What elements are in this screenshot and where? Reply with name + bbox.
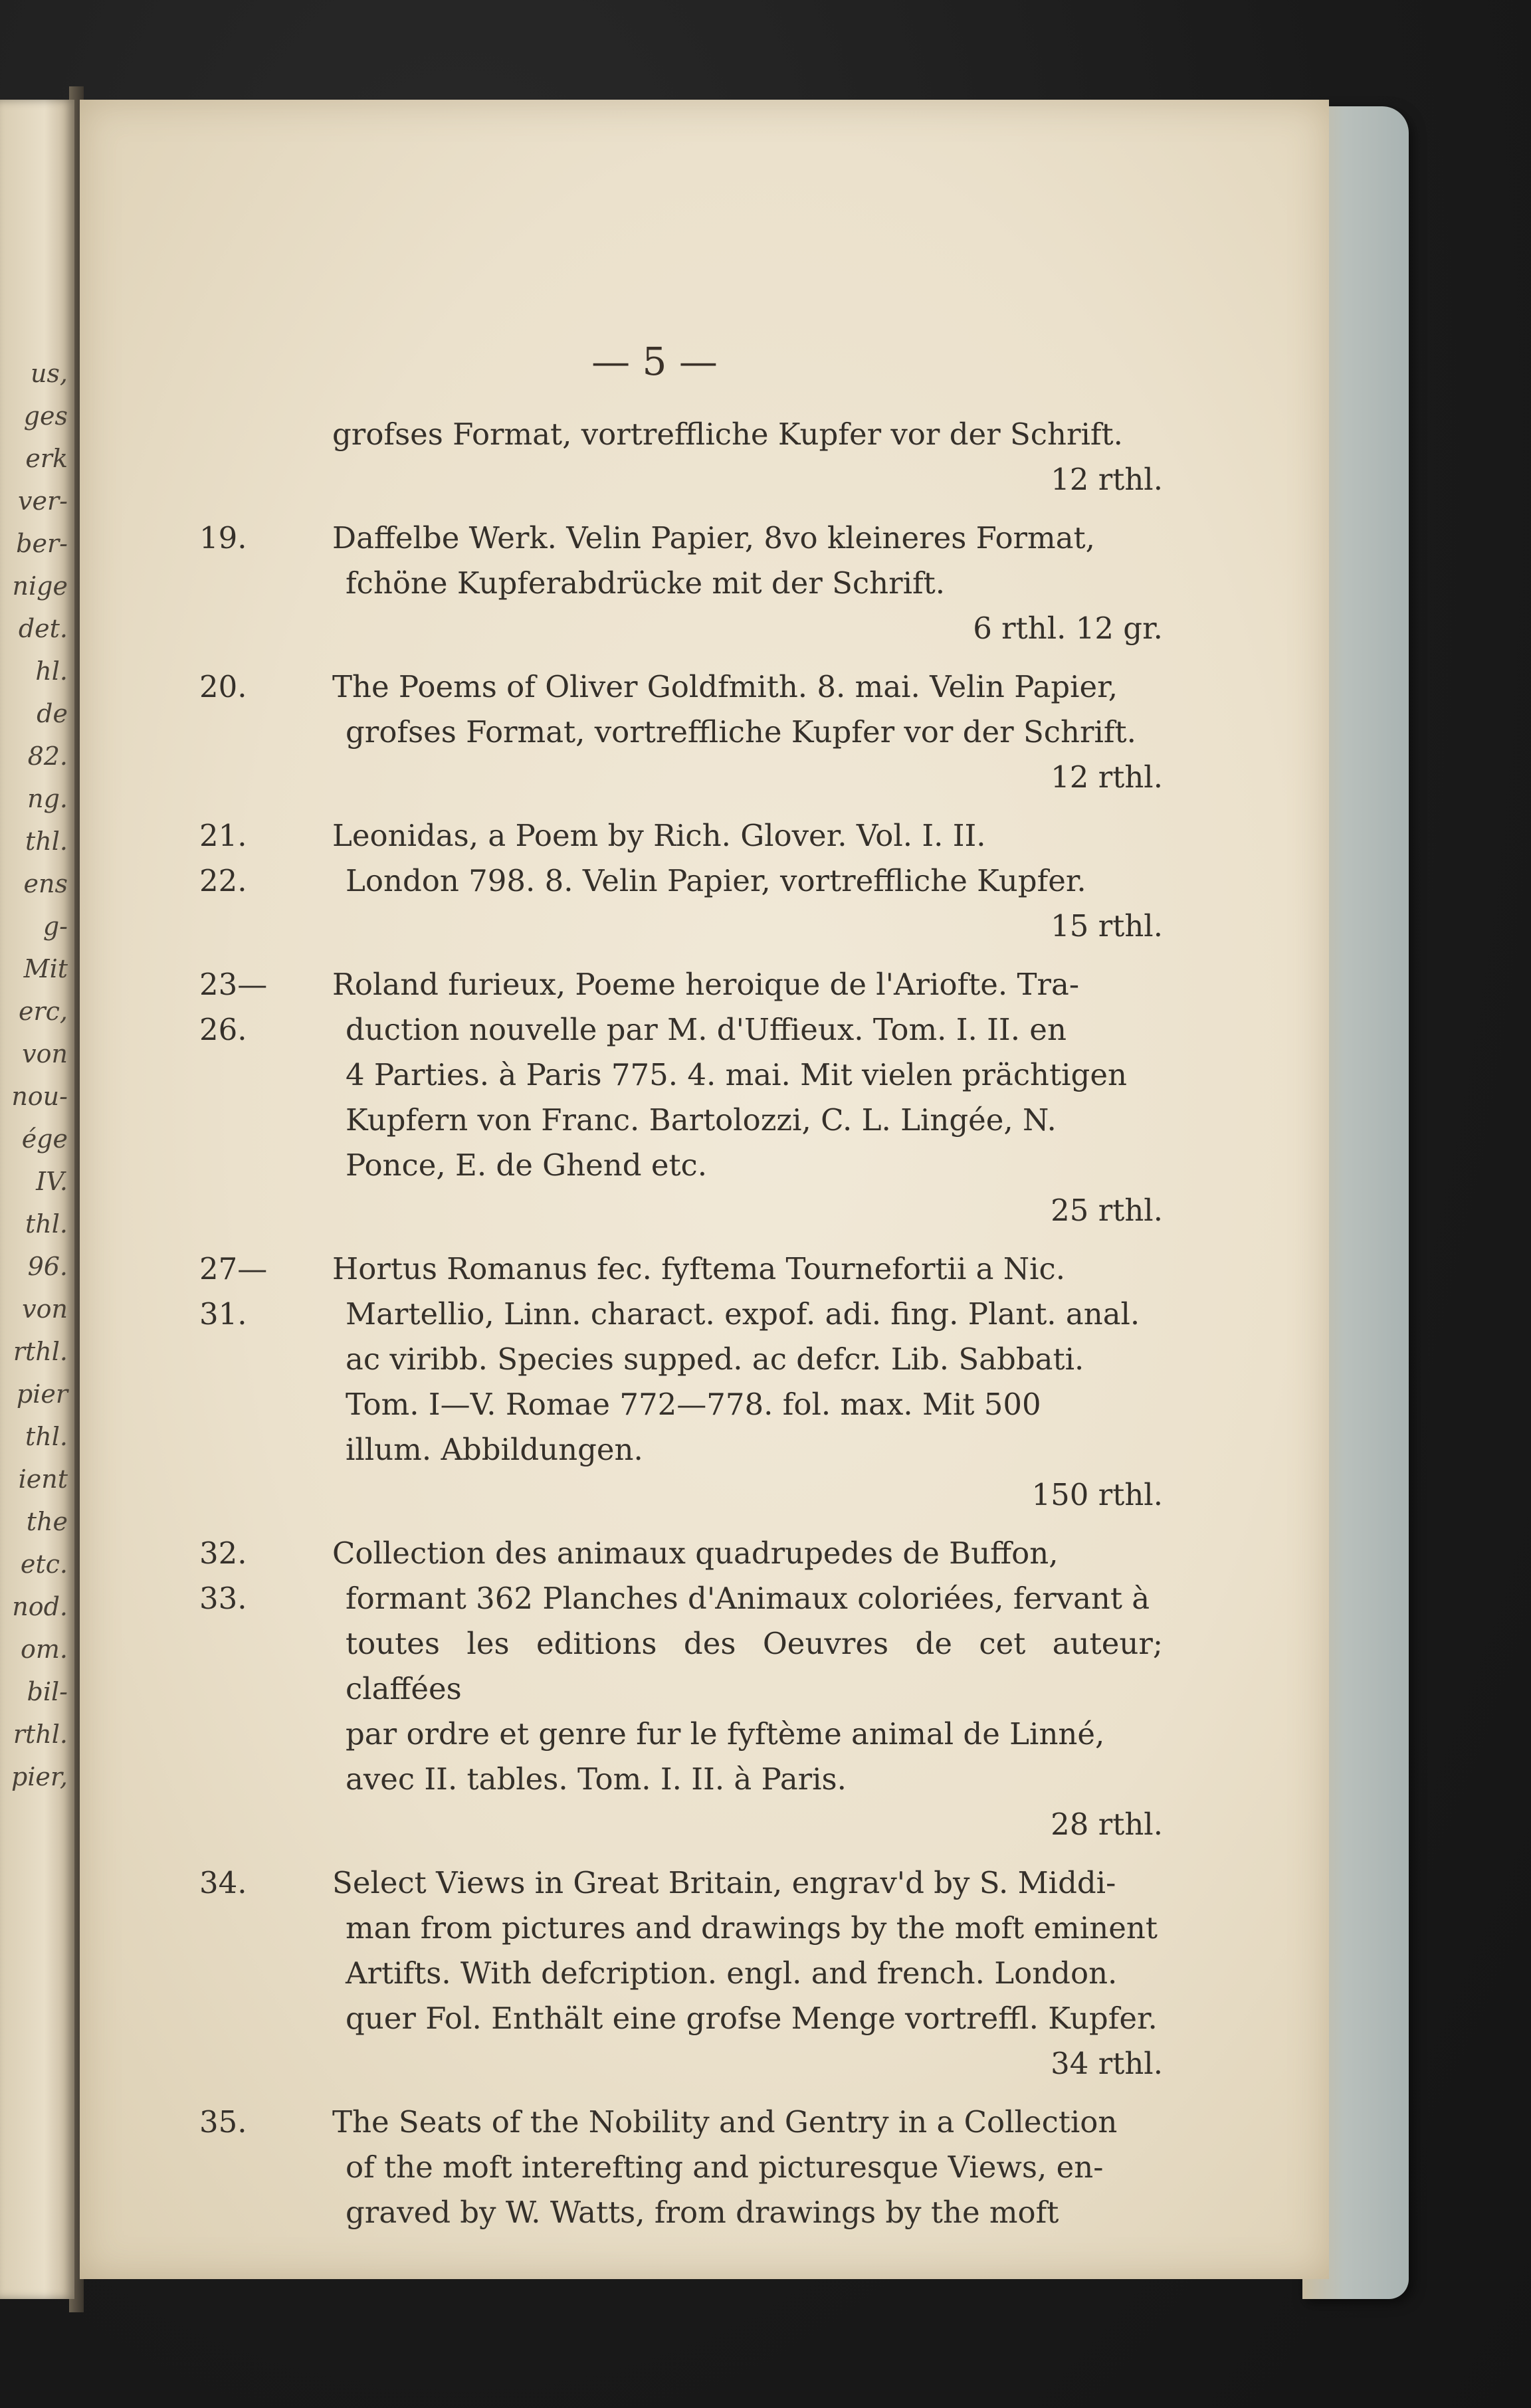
book-page xyxy=(80,100,1329,2279)
entry-line: Ponce, E. de Ghend etc. xyxy=(346,1148,708,1183)
previous-page-fragment: ens xyxy=(23,869,68,898)
entry-line: duction nouvelle par M. d'Uffieux. Tom. I. II. en xyxy=(346,1012,1067,1047)
entry-line: London 798. 8. Velin Papier, vortreffliche Kupfer. xyxy=(346,863,1086,898)
entry-line: Leonidas, a Poem by Rich. Glover. Vol. I. II. xyxy=(332,818,986,853)
entry-text xyxy=(279,664,1163,755)
previous-page-fragment: IV. xyxy=(36,1167,68,1196)
catalogue-entry xyxy=(199,2100,1163,2235)
page-number: — 5 — xyxy=(591,339,718,384)
previous-page-fragment: 82. xyxy=(27,742,68,771)
previous-page-fragment: ége xyxy=(21,1124,68,1154)
entry-price: 12 rthl. xyxy=(1051,759,1163,795)
previous-page-fragment: ient xyxy=(18,1464,68,1494)
previous-page-fragment: ber- xyxy=(16,529,68,558)
entry-line: grofses Format, vortreffliche Kupfer vor der Schrift. xyxy=(346,714,1136,750)
entry-line: toutes les editions des Oeuvres de cet auteur; claffées xyxy=(346,1626,1163,1706)
entry-price: 25 rthl. xyxy=(1051,1193,1163,1228)
entry-number: 20. xyxy=(199,669,247,704)
entry-text xyxy=(279,962,1163,1188)
previous-page-fragment: pier xyxy=(16,1379,68,1409)
catalogue-entry xyxy=(199,1860,1163,2086)
previous-page-fragment: pier, xyxy=(11,1762,68,1791)
previous-page-fragment: rthl. xyxy=(13,1720,68,1749)
entry-line: Kupfern von Franc. Bartolozzi, C. L. Lingée, N. xyxy=(346,1102,1057,1138)
previous-page-fragment: ges xyxy=(23,401,68,431)
entry-text xyxy=(279,1531,1163,1802)
catalogue-entry xyxy=(199,1247,1163,1518)
previous-page-fragment: ng. xyxy=(27,784,68,813)
entry-price: 28 rthl. xyxy=(1051,1807,1163,1842)
previous-page-fragment: Mit xyxy=(23,954,68,983)
entry-number: 23—26. xyxy=(199,967,268,1047)
entry-list xyxy=(199,516,1163,2235)
continuation-text: grofses Format, vortreffliche Kupfer vor der Schrift. xyxy=(332,417,1123,452)
entry-line: avec II. tables. Tom. I. II. à Paris. xyxy=(346,1761,847,1797)
previous-page-fragment: von xyxy=(22,1039,68,1068)
entry-line: fchöne Kupferabdrücke mit der Schrift. xyxy=(346,565,946,601)
previous-page-fragment: us, xyxy=(30,359,68,388)
previous-page-fragment: de xyxy=(37,699,68,728)
entry-line: The Seats of the Nobility and Gentry in a Collection xyxy=(332,2104,1118,2140)
entry-text xyxy=(279,1247,1163,1472)
previous-page-fragment: hl. xyxy=(35,656,68,686)
entry-line: Martellio, Linn. charact. expof. adi. fing. Plant. anal. xyxy=(346,1296,1140,1332)
previous-page-fragment: ver- xyxy=(18,486,68,516)
previous-page-fragment: erk xyxy=(25,444,68,473)
entry-line: Hortus Romanus fec. fyftema Tournefortii a Nic. xyxy=(332,1251,1066,1286)
entry-line: Select Views in Great Britain, engrav'd by S. Middi- xyxy=(332,1865,1116,1900)
previous-page-fragment: etc. xyxy=(20,1550,68,1579)
entry-line: graved by W. Watts, from drawings by the moft xyxy=(346,2195,1059,2230)
entry-line: of the moft interefting and picturesque Views, en- xyxy=(346,2150,1104,2185)
catalogue-entry xyxy=(199,962,1163,1233)
entry-number: 19. xyxy=(199,520,247,555)
previous-page-fragment: the xyxy=(26,1507,68,1536)
entry-line: 4 Parties. à Paris 775. 4. mai. Mit vielen prächtigen xyxy=(346,1057,1127,1092)
previous-page-fragment: erc, xyxy=(18,997,68,1026)
entry-number: 32. 33. xyxy=(199,1536,247,1616)
previous-page-fragment: thl. xyxy=(25,1209,68,1239)
previous-page-fragment: om. xyxy=(21,1635,68,1664)
previous-page-fragment: nou- xyxy=(11,1082,68,1111)
catalogue-content xyxy=(199,412,1163,2249)
entry-line: illum. Abbildungen. xyxy=(346,1432,643,1467)
previous-page-fragment: bil- xyxy=(27,1677,68,1706)
entry-line: Daffelbe Werk. Velin Papier, 8vo kleineres Format, xyxy=(332,520,1095,555)
entry-line: Artifts. With defcription. engl. and french. London. xyxy=(346,1956,1118,1991)
entry-number: 34. xyxy=(199,1865,247,1900)
previous-page-fragment: thl. xyxy=(25,1422,68,1451)
previous-page-fragment: g- xyxy=(43,912,68,941)
entry-price: 15 rthl. xyxy=(1051,908,1163,944)
previous-page-fragment: thl. xyxy=(25,827,68,856)
catalogue-entry xyxy=(199,664,1163,800)
continuation-price: 12 rthl. xyxy=(1051,462,1163,497)
catalogue-entry xyxy=(199,516,1163,651)
previous-page-fragment: nod. xyxy=(12,1592,68,1621)
entry-text xyxy=(279,813,1163,904)
entry-line: Roland furieux, Poeme heroique de l'Ariofte. Tra- xyxy=(332,967,1080,1002)
entry-line: quer Fol. Enthält eine grofse Menge vortreffl. Kupfer. xyxy=(346,2001,1158,2036)
entry-line: Tom. I—V. Romae 772—778. fol. max. Mit 500 xyxy=(346,1387,1041,1422)
entry-line: man from pictures and drawings by the moft eminent xyxy=(346,1910,1158,1946)
entry-line: The Poems of Oliver Goldfmith. 8. mai. Velin Papier, xyxy=(332,669,1118,704)
entry-line: ac viribb. Species supped. ac defcr. Lib. Sabbati. xyxy=(346,1342,1084,1377)
previous-page-fragment: von xyxy=(22,1294,68,1324)
entry-line: formant 362 Planches d'Animaux coloriées, fervant à xyxy=(346,1581,1150,1616)
entry-number: 27—31. xyxy=(199,1251,268,1332)
entry-number: 21. 22. xyxy=(199,818,247,898)
previous-page-edge xyxy=(0,100,74,2299)
catalogue-entry xyxy=(199,813,1163,949)
entry-line: par ordre et genre fur le fyftème animal de Linné, xyxy=(346,1716,1105,1752)
entry-price: 6 rthl. 12 gr. xyxy=(973,611,1163,646)
entry-number: 35. xyxy=(199,2104,247,2140)
entry-price: 34 rthl. xyxy=(1051,2046,1163,2081)
previous-page-fragment: det. xyxy=(18,614,68,643)
entry-line: Collection des animaux quadrupedes de Buffon, xyxy=(332,1536,1059,1571)
previous-page-fragment: rthl. xyxy=(13,1337,68,1366)
entry-text xyxy=(279,2100,1163,2235)
entry-text xyxy=(279,1860,1163,2041)
entry-price: 150 rthl. xyxy=(1031,1477,1163,1512)
previous-page-fragment: 96. xyxy=(27,1252,68,1281)
entry-text xyxy=(279,516,1163,606)
catalogue-entry xyxy=(199,1531,1163,1847)
previous-page-fragment: nige xyxy=(12,571,68,601)
continuation-entry xyxy=(279,412,1163,502)
